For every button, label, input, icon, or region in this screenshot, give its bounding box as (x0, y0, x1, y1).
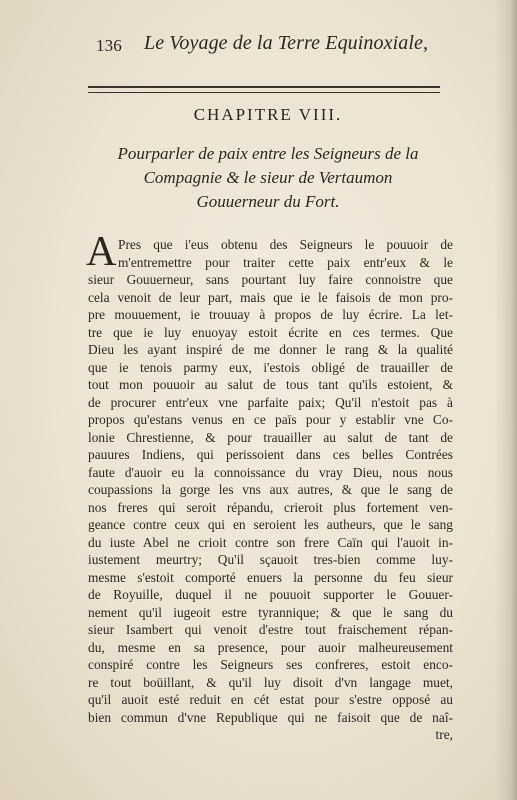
chapter-title: CHAPITRE VIII. (193, 105, 343, 124)
text-line: sieur Isambert qui venoit d'estre tout fraischement répan- (88, 622, 453, 637)
text-line: de Royuille, duquel il ne pouuoit supporter le Gouuer- (88, 587, 453, 602)
subtitle-line: Gouuerneur du Fort. (196, 192, 340, 211)
text-line: du iuste Abel ne crioit contre son frere Caïn qui l'auoit in- (88, 534, 453, 550)
header-rule (88, 86, 440, 93)
text-line: m'entremettre pour traiter cette paix entr'eux & le (118, 254, 453, 270)
body-text (88, 236, 453, 744)
text-line: faute d'auoir eu la connoissance du vray Dieu, nous nous (88, 464, 453, 480)
text-line: tre que ie luy enuoyay estoit écrite en ces termes. Que (88, 324, 453, 340)
running-header (96, 32, 436, 60)
text-line: Pres que i'eus obtenu des Seigneurs le pouuoir de (118, 237, 453, 252)
text-line: du, mesme en sa presence, pour auoir malheureusement (88, 639, 453, 655)
text-line: sieur Gouuerneur, sans pourtant luy faire connoistre que (88, 272, 453, 287)
text-line: nos freres qui seroit répandu, crieroit plus fortement ven- (88, 499, 453, 515)
text-line: nement qu'il iugeoit estre tyrannique; & que le sang du (88, 604, 453, 620)
text-line: pauures Indiens, qui perissoient dans ces belles Contrées (88, 447, 453, 462)
text-line: que ie tenois parmy eux, i'estois obligé de trauailler de (88, 359, 453, 375)
text-line: qu'il auoit esté reduit en cét estat pour s'estre opposé au (88, 692, 453, 707)
text-line: tre, (435, 727, 453, 742)
text-line: iustement meurtry; Qu'il sçauoit tres-bien comme luy- (88, 552, 453, 567)
text-line: conspiré contre les Seigneurs ses confreres, estoit enco- (88, 657, 453, 672)
running-title: Le Voyage de la Terre Equinoxiale, (144, 32, 429, 54)
chapter-subtitle (88, 142, 448, 214)
subtitle-line: Pourparler de paix entre les Seigneurs de la (117, 144, 419, 163)
text-line: propos qu'estans venus en ce païs pour y establir vne Co- (88, 412, 453, 427)
page-number: 136 (96, 36, 122, 55)
page-edge-shadow (495, 0, 517, 800)
text-line: tout mon pouuoir au salut de tous tant qu'ils estoient, & (88, 377, 453, 392)
text-line: de procurer entr'eux vne parfaite paix; Qu'il n'estoit pas à (88, 394, 453, 410)
text-line: coupassions la gorge les vns aux autres, & que le sang de (88, 482, 453, 497)
text-line: geance contre ceux qui en seroient les autheurs, que le sang (88, 517, 453, 532)
text-line: cela venoit de leur part, mais que ie le faisois de mon pro- (88, 289, 453, 305)
text-line: bien commun d'vne Republique qui ne faisoit que de naî- (88, 709, 453, 725)
text-line: pre mouuement, ie trouuay à propos de luy écrire. La let- (88, 307, 453, 322)
subtitle-line: Compagnie & le sieur de Vertaumon (143, 168, 393, 187)
text-line: mesme s'estoit comporté enuers la personne du feu sieur (88, 569, 453, 585)
text-line: re tout boüillant, & qu'il luy disoit d'vn langage muet, (88, 674, 453, 690)
text-line: Dieu les ayant inspiré de me donner le rang & la qualité (88, 342, 453, 357)
text-line: lonie Chrestienne, & pour trauailler au salut de tant de (88, 429, 453, 445)
drop-cap: A (86, 229, 117, 275)
